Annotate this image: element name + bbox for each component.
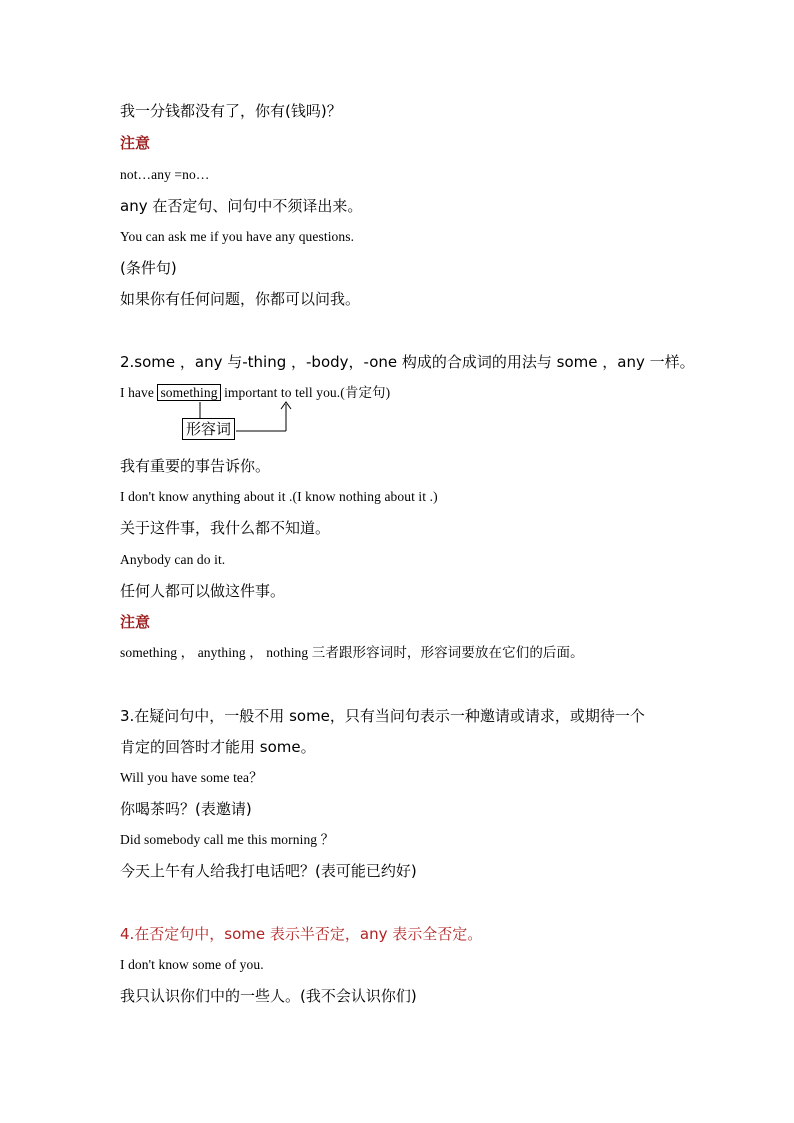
english-example: Will you have some tea？ bbox=[120, 770, 263, 785]
english-line: not…any =no… bbox=[120, 167, 210, 182]
rule-heading-2: 2.some ，any 与-thing ，-body，-one 构成的合成词的用法与 some ，any 一样。 bbox=[120, 353, 695, 371]
sentence-end: important to tell you.(肯定句) bbox=[220, 385, 391, 400]
rule-heading-4: 4.在否定句中，some 表示半否定，any 表示全否定。 bbox=[120, 925, 483, 943]
english-example: I don't know anything about it .(I know nothing about it .) bbox=[120, 489, 438, 504]
translation-line: 如果你有任何问题，你都可以问我。 bbox=[120, 290, 361, 308]
rule-line: 肯定的回答时才能用 some。 bbox=[120, 738, 316, 756]
translation-line: 关于这件事，我什么都不知道。 bbox=[120, 519, 331, 537]
translation-line: 你喝茶吗？(表邀请) bbox=[120, 800, 252, 818]
boxed-word: something bbox=[157, 384, 220, 401]
rule-line: something ， anything ， nothing 三者跟形容词时，形容词要放在它们的后面。 bbox=[120, 645, 584, 660]
english-example: Anybody can do it. bbox=[120, 552, 226, 567]
adjective-tag: 形容词 bbox=[182, 418, 235, 440]
english-example: Did somebody call me this morning ？ bbox=[120, 832, 335, 847]
english-example: I don't know some of you. bbox=[120, 957, 264, 972]
chinese-line: any 在否定句、问句中不须译出来。 bbox=[120, 197, 363, 215]
chinese-line: 我一分钱都没有了，你有(钱吗)？ bbox=[120, 102, 342, 120]
english-example: You can ask me if you have any questions. bbox=[120, 229, 355, 244]
chinese-line: (条件句) bbox=[120, 259, 177, 277]
translation-line: 任何人都可以做这件事。 bbox=[120, 582, 286, 600]
note-heading: 注意 bbox=[120, 134, 151, 152]
translation-line: 我只认识你们中的一些人。(我不会认识你们) bbox=[120, 987, 417, 1005]
sentence-start: I have bbox=[120, 385, 158, 400]
note-heading: 注意 bbox=[120, 613, 151, 631]
translation-line: 今天上午有人给我打电话吧？(表可能已约好) bbox=[120, 862, 417, 880]
translation-line: 我有重要的事告诉你。 bbox=[120, 457, 271, 475]
rule-heading-3: 3.在疑问句中，一般不用 some，只有当问句表示一种邀请或请求，或期待一个 bbox=[120, 707, 645, 725]
